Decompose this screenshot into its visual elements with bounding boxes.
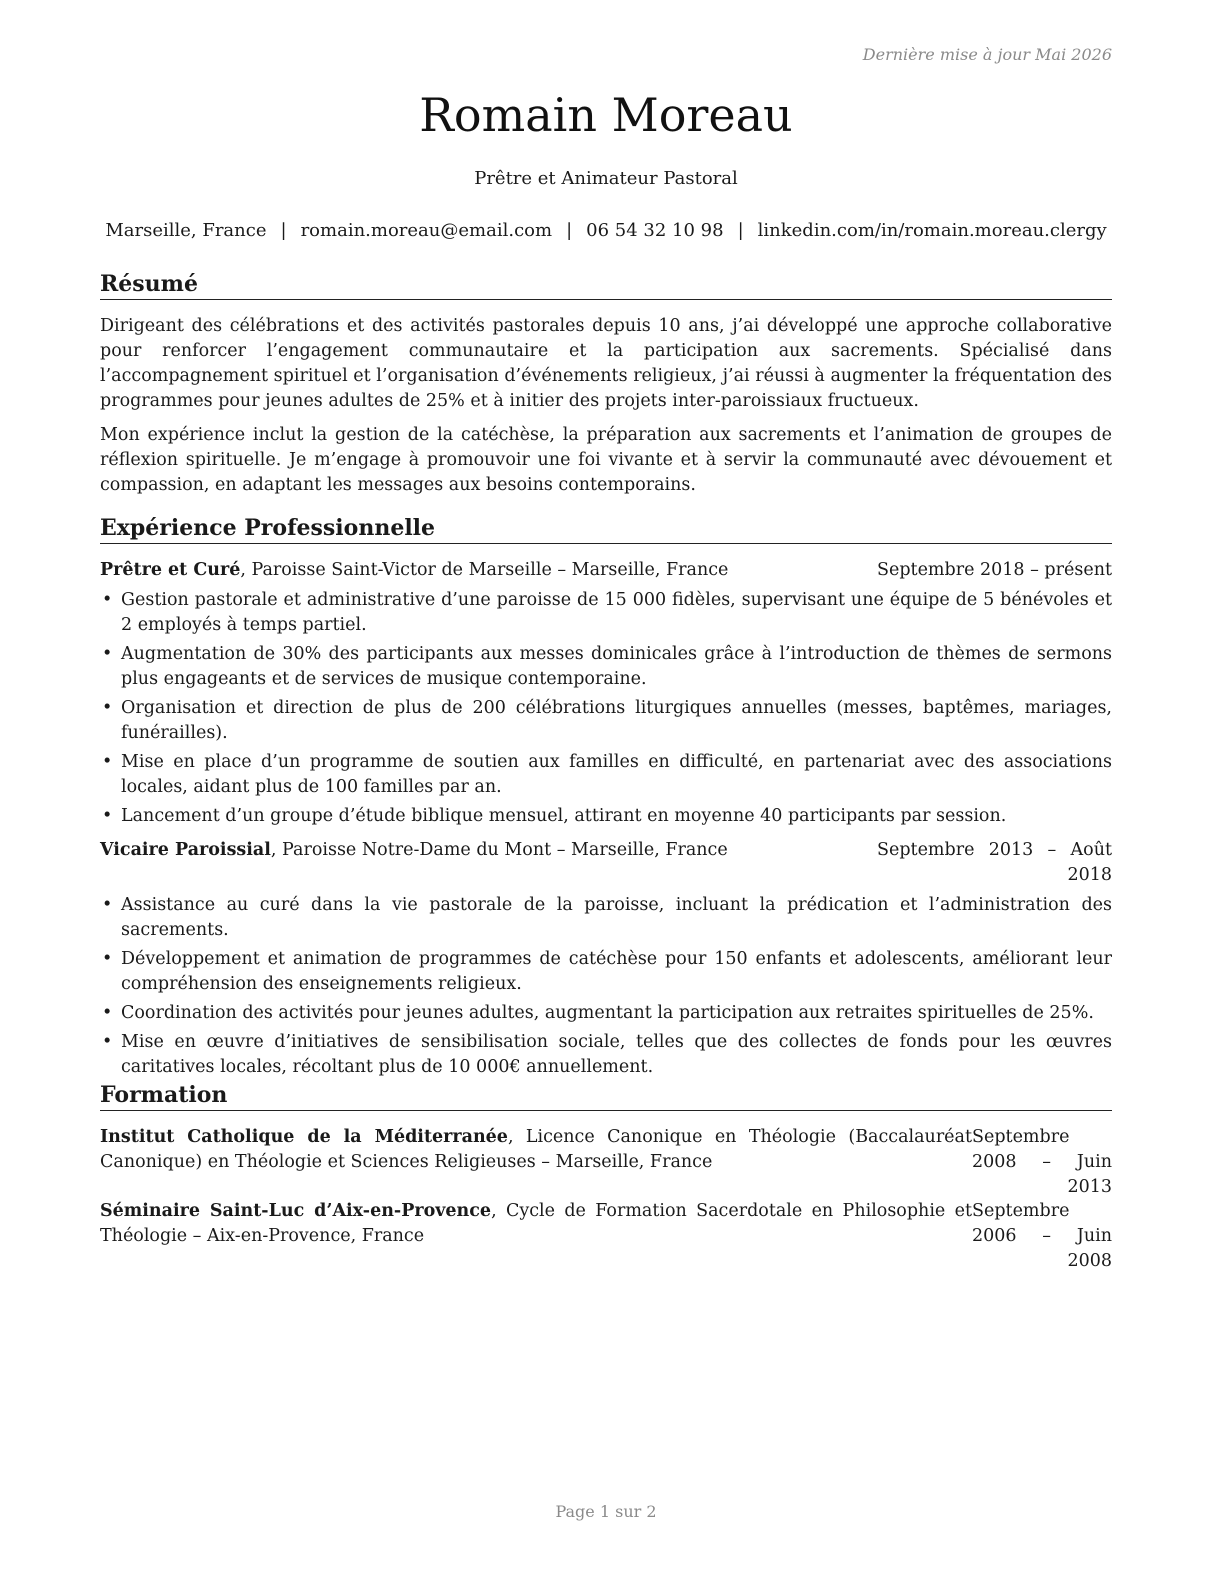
list-item: • Coordination des activités pour jeunes adultes, augmentant la participation aux retraites spirituelles de 25%. (100, 1001, 1112, 1026)
list-item: • Organisation et direction de plus de 200 célébrations liturgiques annuelles (messes, baptêmes, mariages, funérailles). (100, 696, 1112, 746)
list-item: • Lancement d’un groupe d’étude biblique mensuel, attirant en moyenne 40 participants par session. (100, 804, 1112, 829)
contact-email[interactable]: romain.moreau@email.com (300, 220, 553, 241)
last-updated: Dernière mise à jour Mai 2026 (862, 45, 1112, 64)
education-detail: , Licence Canonique en Théologie (Baccalauréat Canonique) en Théologie et Sciences Religieuses – Marseille, France (100, 1127, 973, 1172)
contact-location: Marseille, France (105, 220, 267, 241)
section-title-education: Formation (100, 1081, 1112, 1111)
job-bullets (100, 893, 1112, 1084)
contact-linkedin[interactable]: linkedin.com/in/romain.moreau.clergy (757, 220, 1107, 241)
education-dates: Septembre 2006 – Juin 2008 (972, 1201, 1112, 1271)
list-item: • Mise en place d’un programme de soutien aux familles en difficulté, en partenariat avec des associations locales, aidant plus de 100 familles par an. (100, 750, 1112, 800)
candidate-title: Prêtre et Animateur Pastoral (474, 168, 738, 189)
contact-phone: 06 54 32 10 98 (586, 220, 724, 241)
job-place: , Paroisse Saint-Victor de Marseille – Marseille, France (240, 560, 729, 580)
resume-page (100, 0, 1112, 1584)
list-item: • Développement et animation de programmes de catéchèse pour 150 enfants et adolescents, améliorant leur compréhension des enseignements religieux. (100, 947, 1112, 997)
education-school: Institut Catholique de la Méditerranée (100, 1127, 508, 1147)
education-school: Séminaire Saint-Luc d’Aix-en-Provence (100, 1201, 492, 1221)
contact-line (100, 220, 1112, 241)
job-dates: Septembre 2013 – Août 2018 (877, 840, 1112, 885)
list-item: • Assistance au curé dans la vie pastorale de la paroisse, incluant la prédication et l’administration des sacrements. (100, 893, 1112, 943)
job-role: Vicaire Paroissial (100, 840, 271, 860)
contact-separator: | (566, 220, 573, 241)
contact-separator: | (280, 220, 287, 241)
job-dates: Septembre 2018 – présent (877, 560, 1112, 580)
job-place: , Paroisse Notre-Dame du Mont – Marseille, France (270, 840, 728, 860)
page-number: Page 1 sur 2 (555, 1502, 657, 1521)
summary-paragraph: Mon expérience inclut la gestion de la catéchèse, la préparation aux sacrements et l’animation de groupes de réflexion spirituelle. Je m’engage à promouvoir une foi vivante et à servir la communauté avec dévouement et compassion, en adaptant les messages aux besoins contemporains. (100, 425, 1112, 495)
section-title-summary: Résumé (100, 270, 1112, 300)
candidate-name: Romain Moreau (419, 88, 793, 142)
job-bullets (100, 588, 1112, 833)
education-detail: , Cycle de Formation Sacerdotale en Philosophie et Théologie – Aix-en-Provence, France (100, 1201, 972, 1246)
summary-paragraph: Dirigeant des célébrations et des activités pastorales depuis 10 ans, j’ai développé une approche collaborative pour renforcer l’engagement communautaire et la participation aux sacrements. Spécialisé dans l’accompagnement spirituel et l’organisation d’événements religieux, j’ai réussi à augmenter la fréquentation des programmes pour jeunes adultes de 25% et à initier des projets inter-paroissiaux fructueux. (100, 316, 1112, 411)
job-role: Prêtre et Curé (100, 560, 241, 580)
list-item: • Gestion pastorale et administrative d’une paroisse de 15 000 fidèles, supervisant une équipe de 5 bénévoles et 2 employés à temps partiel. (100, 588, 1112, 638)
education-dates: Septembre 2008 – Juin 2013 (972, 1127, 1112, 1197)
list-item: • Mise en œuvre d’initiatives de sensibilisation sociale, telles que des collectes de fonds pour les œuvres caritatives locales, récoltant plus de 10 000€ annuellement. (100, 1030, 1112, 1080)
list-item: • Augmentation de 30% des participants aux messes dominicales grâce à l’introduction de thèmes de sermons plus engageants et de services de musique contemporaine. (100, 642, 1112, 692)
section-title-experience: Expérience Professionnelle (100, 514, 1112, 544)
contact-separator: | (737, 220, 744, 241)
